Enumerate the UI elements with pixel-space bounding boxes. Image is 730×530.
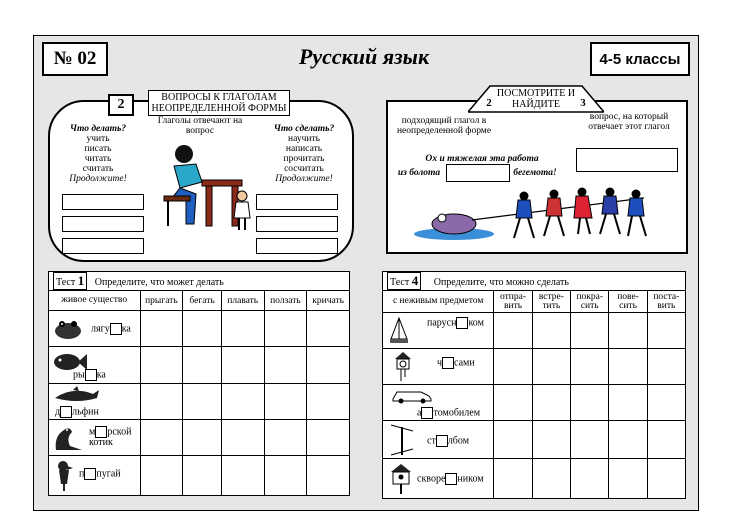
- answer-cell[interactable]: [307, 311, 350, 347]
- answer-cell[interactable]: [647, 313, 685, 349]
- test1-badge: [53, 272, 87, 290]
- answer-cell[interactable]: [264, 311, 307, 347]
- word-cell: [383, 349, 494, 385]
- sheet-number: № 02: [42, 42, 108, 76]
- word-part: ком: [468, 317, 484, 329]
- answer-cell[interactable]: [571, 313, 609, 349]
- left-instruction: подходящий глагол в неопределенной форме: [396, 116, 492, 136]
- answer-cell[interactable]: [183, 384, 222, 420]
- word-part: д: [55, 406, 61, 418]
- center-text: Глаголы отвечают на вопрос: [157, 116, 243, 136]
- test4-table: [382, 271, 686, 499]
- answer-cell[interactable]: [647, 421, 685, 459]
- word-puzzle: [417, 407, 480, 419]
- table-row: [383, 421, 686, 459]
- right-word: прочитать: [283, 154, 325, 164]
- right-continue: Продолжите!: [275, 174, 333, 184]
- frog-icon: [52, 317, 84, 341]
- answer-cell[interactable]: [307, 456, 350, 496]
- verb-questions-caption: [148, 90, 290, 116]
- test4-number: 4: [411, 273, 419, 288]
- word-part: парусн: [427, 317, 457, 329]
- word-part: томобилем: [433, 407, 481, 419]
- verb-questions-panel: [48, 92, 354, 262]
- answer-cell[interactable]: [140, 456, 183, 496]
- test1-col: кричать: [307, 291, 350, 311]
- word-part: ры: [73, 369, 85, 381]
- word-cell: [49, 420, 141, 456]
- test4-label: Тест: [390, 277, 410, 288]
- right-word: сосчитать: [284, 164, 324, 174]
- word-part: а: [417, 407, 422, 419]
- answer-cell[interactable]: [494, 349, 532, 385]
- seal-icon: [52, 424, 84, 452]
- phrase-line-1: Ох и тяжелая эта работа: [425, 154, 539, 164]
- badge-left: 2: [486, 97, 492, 109]
- word-puzzle: [91, 323, 131, 335]
- test4-col: пове-сить: [609, 291, 647, 313]
- answer-cell[interactable]: [221, 311, 264, 347]
- test4-col: поста-вить: [647, 291, 685, 313]
- teacher-and-child-icon: [144, 138, 256, 238]
- left-question: Что делать?: [69, 124, 127, 134]
- word-puzzle: [79, 468, 121, 480]
- word-part: пугай: [96, 468, 121, 480]
- answer-cell[interactable]: [494, 313, 532, 349]
- test4-row-header: с неживым предметом: [383, 291, 494, 313]
- answer-field-right-1[interactable]: [256, 194, 338, 210]
- lesson-badge: 2: [108, 94, 134, 116]
- sail-icon: [389, 317, 409, 345]
- word-part: рской котик: [89, 426, 132, 448]
- answer-cell[interactable]: [264, 347, 307, 384]
- letter-box[interactable]: [421, 407, 433, 419]
- phrase-line-2b: бегемота!: [513, 168, 557, 178]
- answer-cell[interactable]: [647, 349, 685, 385]
- answer-cell[interactable]: [532, 313, 570, 349]
- test4-instruction: Определите, что можно сделать: [433, 277, 569, 288]
- dolphin-icon: [53, 386, 99, 404]
- word-puzzle: [73, 369, 106, 381]
- table-row: [383, 313, 686, 349]
- pole-icon: [387, 423, 417, 457]
- word-part: ником: [457, 473, 484, 485]
- table-row: [49, 311, 350, 347]
- word-part: лягу: [91, 323, 110, 335]
- word-part: льфин: [72, 406, 99, 418]
- phrase-line-2a: из болота: [397, 168, 441, 178]
- test1-table: [48, 271, 350, 496]
- test1-header: [49, 272, 350, 291]
- answer-cell[interactable]: [532, 349, 570, 385]
- letter-box[interactable]: [60, 406, 72, 418]
- answer-cell[interactable]: [571, 349, 609, 385]
- answer-cell[interactable]: [609, 313, 647, 349]
- right-word: написать: [285, 144, 323, 154]
- table-row: [49, 456, 350, 496]
- answer-cell[interactable]: [532, 385, 570, 421]
- birdhouse-icon: [389, 463, 413, 495]
- answer-cell[interactable]: [140, 420, 183, 456]
- test4-badge: [387, 272, 421, 290]
- word-part: м: [89, 426, 96, 438]
- letter-box[interactable]: [110, 323, 122, 335]
- page-title: Русский язык: [298, 44, 430, 69]
- table-row: [383, 459, 686, 499]
- answer-field-right-2[interactable]: [256, 216, 338, 232]
- worksheet: [33, 35, 699, 511]
- answer-cell[interactable]: [571, 385, 609, 421]
- letter-box[interactable]: [85, 369, 97, 381]
- look-and-find-panel: [386, 88, 688, 254]
- question-answer-field[interactable]: [576, 148, 678, 172]
- word-cell: [383, 459, 494, 499]
- word-puzzle: [417, 473, 484, 485]
- test1-col: бегать: [183, 291, 222, 311]
- answer-cell[interactable]: [140, 384, 183, 420]
- word-part: ка: [96, 369, 106, 381]
- answer-cell[interactable]: [532, 459, 570, 499]
- word-cell: [49, 384, 141, 420]
- answer-cell[interactable]: [264, 384, 307, 420]
- answer-cell[interactable]: [494, 459, 532, 499]
- answer-field-right-3[interactable]: [256, 238, 338, 254]
- table-row: [383, 385, 686, 421]
- answer-cell[interactable]: [264, 456, 307, 496]
- answer-field-left-2[interactable]: [62, 216, 144, 232]
- right-question: Что сделать?: [273, 124, 335, 134]
- answer-cell[interactable]: [609, 421, 647, 459]
- answer-cell[interactable]: [571, 421, 609, 459]
- test1-label: Тест: [56, 277, 76, 288]
- answer-field-left-1[interactable]: [62, 194, 144, 210]
- test1-col: прыгать: [140, 291, 183, 311]
- letter-box[interactable]: [456, 317, 468, 329]
- left-word: читать: [84, 154, 112, 164]
- answer-cell[interactable]: [140, 347, 183, 384]
- letter-box[interactable]: [445, 473, 457, 485]
- look-caption: ПОСМОТРИТЕ И НАЙДИТЕ: [496, 88, 576, 110]
- word-puzzle: [427, 317, 484, 329]
- word-part: ка: [121, 323, 131, 335]
- answer-cell[interactable]: [221, 420, 264, 456]
- parrot-icon: [53, 460, 75, 492]
- word-cell: [49, 456, 141, 496]
- test1-col: ползать: [264, 291, 307, 311]
- right-word: научить: [288, 134, 320, 144]
- table-row: [49, 347, 350, 384]
- right-instruction: вопрос, на который отвечает этот глагол: [588, 112, 670, 132]
- answer-cell[interactable]: [183, 311, 222, 347]
- car-icon: [391, 388, 433, 404]
- answer-cell[interactable]: [647, 459, 685, 499]
- answer-cell[interactable]: [647, 385, 685, 421]
- test1-row-header: живое существо: [49, 291, 141, 311]
- answer-cell[interactable]: [307, 384, 350, 420]
- left-word: писать: [84, 144, 112, 154]
- test4-col: покра-сить: [571, 291, 609, 313]
- answer-cell[interactable]: [221, 347, 264, 384]
- word-part: ст: [427, 435, 436, 447]
- letter-box[interactable]: [84, 468, 96, 480]
- word-cell: [49, 311, 141, 347]
- word-puzzle: [55, 406, 99, 418]
- left-continue: Продолжите!: [69, 174, 127, 184]
- answer-cell[interactable]: [221, 456, 264, 496]
- badge-right: 3: [580, 97, 586, 109]
- hippo-tug-icon: [414, 178, 654, 244]
- clock-icon: [393, 351, 413, 383]
- left-column: [58, 124, 138, 184]
- letter-box[interactable]: [442, 357, 454, 369]
- answer-cell[interactable]: [609, 459, 647, 499]
- answer-cell[interactable]: [183, 347, 222, 384]
- test4-header: [383, 272, 686, 291]
- test4-col: встре-тить: [532, 291, 570, 313]
- letter-box[interactable]: [436, 435, 448, 447]
- answer-cell[interactable]: [609, 385, 647, 421]
- word-cell: [383, 313, 494, 349]
- answer-cell[interactable]: [532, 421, 570, 459]
- word-part: ч: [437, 357, 443, 369]
- answer-cell[interactable]: [183, 420, 222, 456]
- test1-col: плавать: [221, 291, 264, 311]
- table-row: [49, 384, 350, 420]
- test1-number: 1: [77, 273, 85, 288]
- grade-badge: 4-5 классы: [590, 42, 690, 76]
- table-row: [383, 349, 686, 385]
- answer-cell[interactable]: [264, 420, 307, 456]
- test1-instruction: Определите, что может делать: [94, 277, 224, 288]
- answer-cell[interactable]: [494, 421, 532, 459]
- answer-cell[interactable]: [183, 456, 222, 496]
- caption-text: ВОПРОСЫ К ГЛАГОЛАМ НЕОПРЕДЕЛЕННОЙ ФОРМЫ: [151, 92, 287, 114]
- test4-col: отпра-вить: [494, 291, 532, 313]
- answer-cell[interactable]: [571, 459, 609, 499]
- answer-cell[interactable]: [140, 311, 183, 347]
- answer-cell[interactable]: [221, 384, 264, 420]
- word-cell: [49, 347, 141, 384]
- answer-cell[interactable]: [307, 420, 350, 456]
- right-column: [262, 124, 346, 184]
- word-part: п: [79, 468, 85, 480]
- answer-cell[interactable]: [609, 349, 647, 385]
- answer-cell[interactable]: [494, 385, 532, 421]
- word-puzzle: [89, 426, 140, 448]
- word-part: скворе: [417, 473, 446, 485]
- word-part: лбом: [447, 435, 470, 447]
- left-word: учить: [86, 134, 110, 144]
- answer-field-left-3[interactable]: [62, 238, 144, 254]
- word-puzzle: [437, 357, 475, 369]
- answer-cell[interactable]: [307, 347, 350, 384]
- word-puzzle: [427, 435, 469, 447]
- word-cell: [383, 385, 494, 421]
- word-part: сами: [454, 357, 475, 369]
- left-word: считать: [82, 164, 114, 174]
- word-cell: [383, 421, 494, 459]
- table-row: [49, 420, 350, 456]
